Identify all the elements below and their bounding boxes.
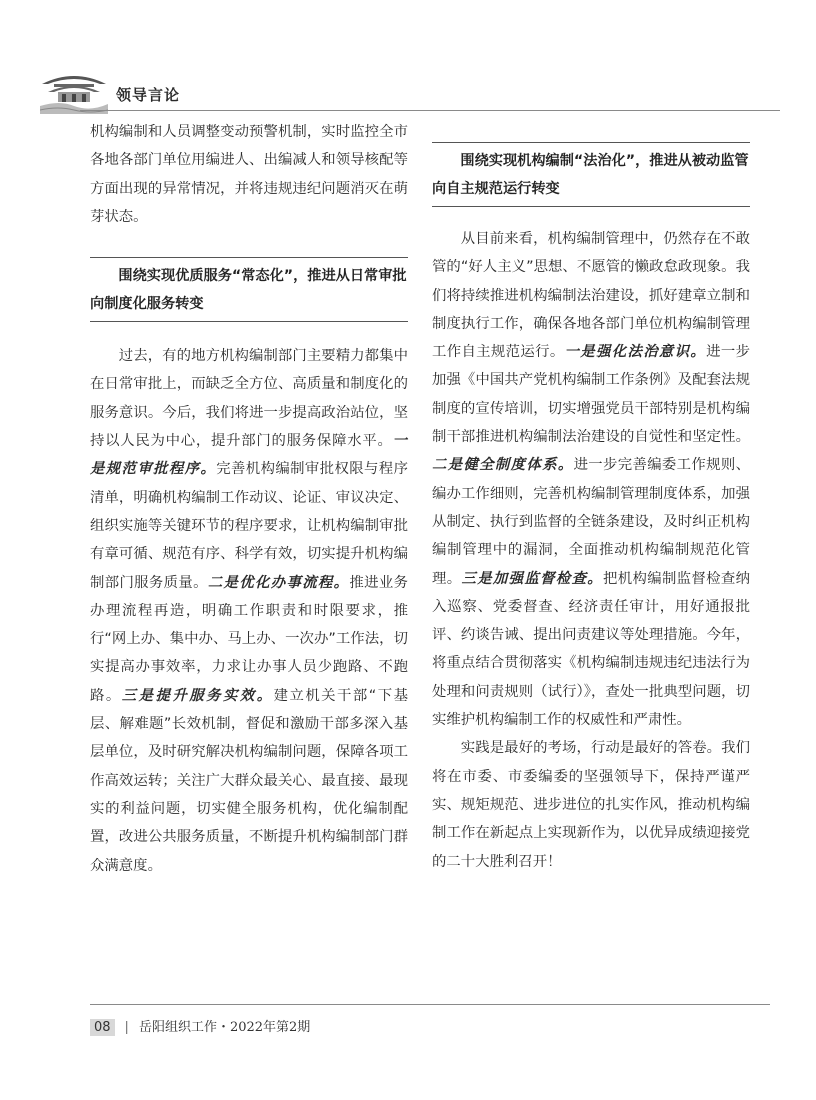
section-title: 领导言论 xyxy=(116,86,181,104)
keyword-phrase: 二是健全制度体系。 xyxy=(432,456,574,474)
keyword-phrase: 一是强化法治意识。 xyxy=(564,343,707,361)
pavilion-logo-icon xyxy=(40,70,108,114)
footer-separator: | xyxy=(124,1020,129,1035)
right-paragraph-2: 实践是最好的考场，行动是最好的答卷。我们将在市委、市委编委的坚强领导下，保持严谨严实、规矩规范、进步进位的扎实作风，推动机构编制工作在新起点上实现新作为，以优异成绩迎接党的二十大胜利召开！ xyxy=(432,740,750,870)
right-column xyxy=(432,136,750,876)
left-subheading: 围绕实现优质服务“常态化”，推进从日常审批向制度化服务转变 xyxy=(90,257,408,322)
left-paragraph-1: 机构编制和人员调整变动预警机制，实时监控全市各地各部门单位用编进人、出编减人和领导核配等方面出现的异常情况，并将违规违纪问题消灭在萌芽状态。 xyxy=(90,124,408,225)
page-header xyxy=(40,70,780,118)
keyword-phrase: 二是优化办事流程。 xyxy=(207,573,350,591)
left-column xyxy=(90,118,408,880)
keyword-phrase: 三是提升服务实效。 xyxy=(121,686,274,704)
right-paragraph-1: 从目前来看，机构编制管理中，仍然存在不敢管的“好人主义”思想、不愿管的懒政怠政现象。我们将持续推进机构编制法治建设，抓好建章立制和制度执行工作，确保各地各部门单位机构编制管理工作自主规范运行。一是强化法治意识。进一步加强《中国共产党机构编制工作条例》及配套法规制度的宣传培训，切实增强党员干部特别是机构编制干部推进机构编制法治建设的自觉性和坚定性。二是健全制度体系。进一步完善编委工作规则、编办工作细则，完善机构编制管理制度体系，加强从制定、执行到监督的全链条建设，及时纠正机构编制管理中的漏洞，全面推动机构编制规范化管理。三是加强监督检查。把机构编制监督检查纳入巡察、党委督查、经济责任审计，用好通报批评、约谈告诫、提出问责建议等处理措施。今年，将重点结合贯彻落实《机构编制违规违纪违法行为处理和问责规则（试行）》，查处一批典型问题，切实维护机构编制工作的权威性和严肃性。 xyxy=(432,231,750,729)
header-divider xyxy=(80,110,780,111)
page-number: 08 xyxy=(90,1019,115,1036)
left-paragraph-2: 过去，有的地方机构编制部门主要精力都集中在日常审批上，而缺乏全方位、高质量和制度化的服务意识。今后，我们将进一步提高政治站位，坚持以人民为中心，提升部门的服务保障水平。一是规范审批程序。完善机构编制审批权限与程序清单，明确机构编制工作动议、论证、审议决定、组织实施等关键环节的程序要求，让机构编制审批有章可循、规范有序、科学有效，切实提升机构编制部门服务质量。二是优化办事流程。推进业务办理流程再造，明确工作职责和时限要求，推行“网上办、集中办、马上办、一次办”工作法，切实提高办事效率，力求让办事人员少跑路、不跑路。三是提升服务实效。建立机关干部“下基层、解难题”长效机制，督促和激励干部多深入基层单位，及时研究解决机构编制问题，保障各项工作高效运转；关注广大群众最关心、最直接、最现实的利益问题，切实健全服务机构，优化编制配置，改进公共服务质量，不断提升机构编制部门群众满意度。 xyxy=(90,348,408,874)
publication-name: 岳阳组织工作・2022年第2期 xyxy=(138,1020,311,1035)
right-subheading: 围绕实现机构编制“法治化”，推进从被动监管向自主规范运行转变 xyxy=(432,142,750,207)
footer-divider xyxy=(90,1004,770,1005)
keyword-phrase: 三是加强监督检查。 xyxy=(461,569,604,587)
page-footer xyxy=(90,1016,310,1036)
keyword-phrase: 一是规范审批程序。 xyxy=(90,432,408,478)
